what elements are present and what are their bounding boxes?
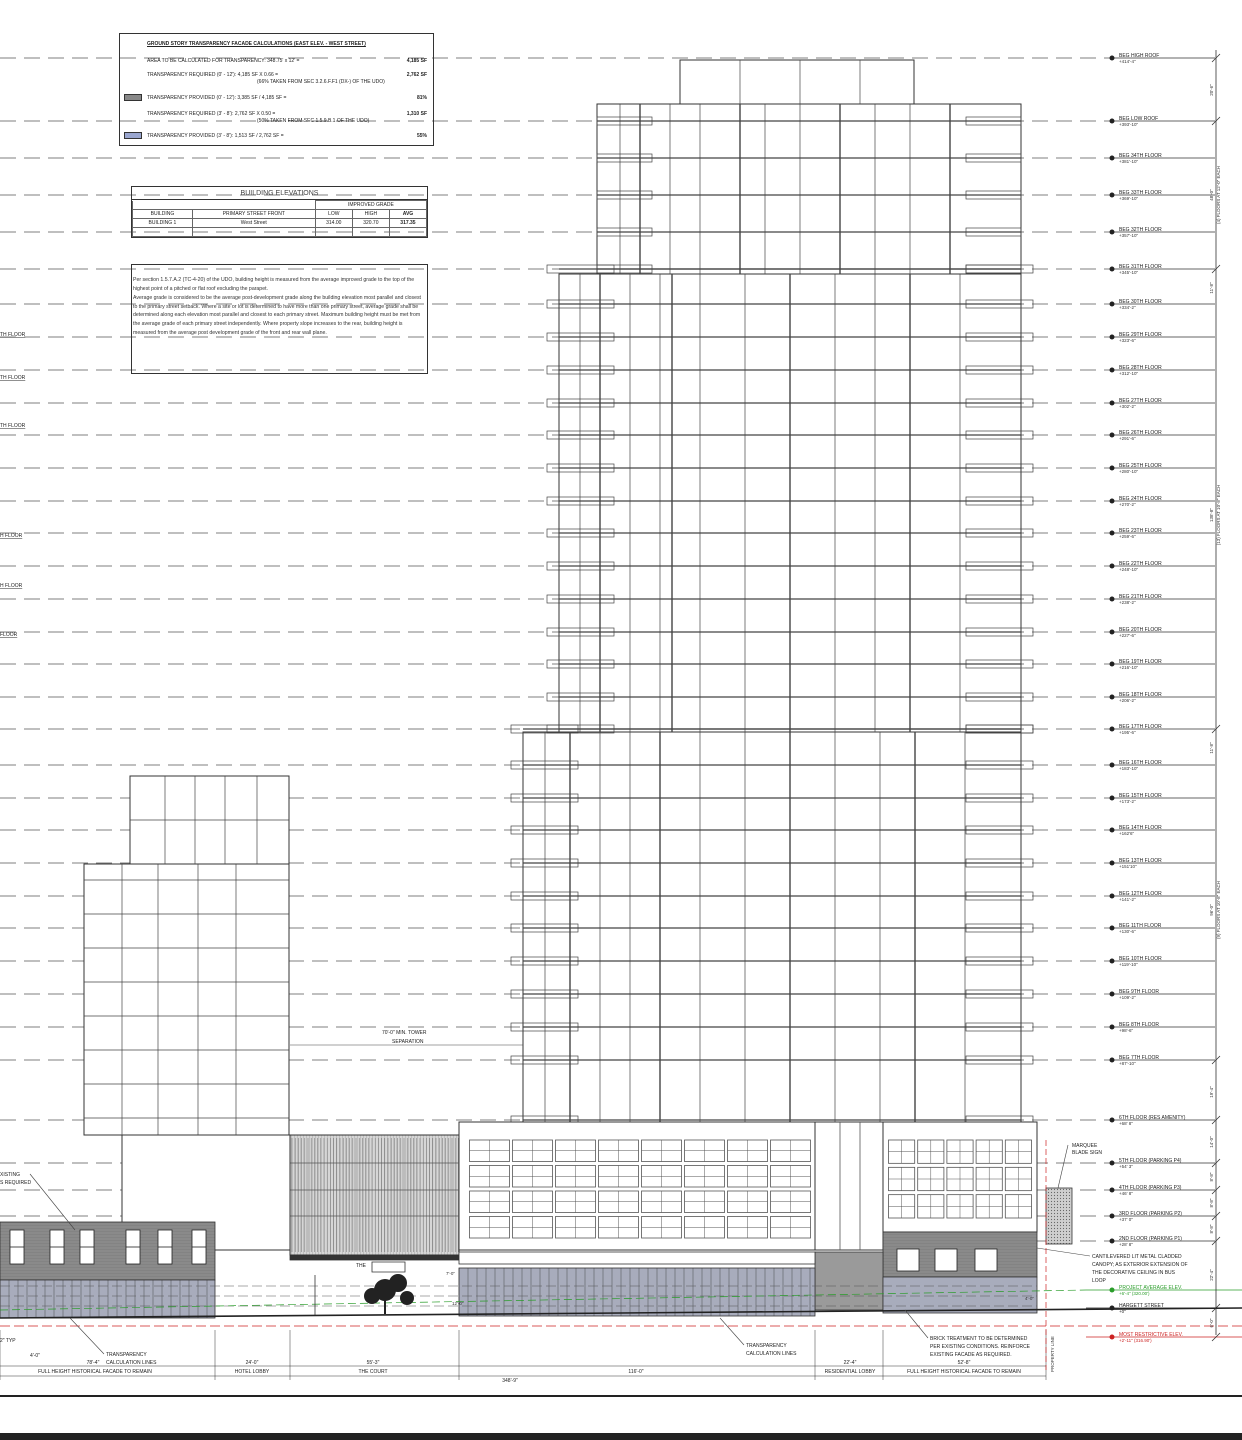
dimension-label: 8'-8" [1209,1172,1214,1182]
tower-crown [680,60,914,104]
level-name: BEG 15TH FLOOR [1119,793,1162,799]
transparency-row [147,133,427,139]
cell: West Street [192,219,315,228]
level-marker-icon [1110,597,1115,602]
transparency-mid-label: TRANSPARENCY [746,1343,787,1349]
level-elevation: +28' 8" [1119,1242,1133,1247]
level-elevation: +206'-2" [1119,698,1136,703]
level-marker-icon [1110,499,1115,504]
bottom-dimension-label: 55'-3" [366,1360,380,1366]
parking-screen [290,1135,459,1255]
col-header: PRIMARY STREET FRONT [192,210,315,219]
level-name: BEG 28TH FLOOR [1119,365,1162,371]
level-name: BEG 8TH FLOOR [1119,1022,1160,1028]
transparency-row-value: 2,762 SF [406,72,427,78]
dimension-label: 19'-4" [1209,1086,1214,1098]
dim-12ft: 12'-0" [452,1301,464,1306]
level-elevation: +87'-10" [1119,1061,1136,1066]
grade-marker-icon [1110,1335,1115,1340]
level-name: BEG 25TH FLOOR [1119,463,1162,469]
level-elevation: +248'-10" [1119,567,1139,572]
level-elevation: +46' 8" [1119,1191,1133,1196]
left-floor-labels [0,332,26,638]
marquee-blade-sign [1046,1188,1072,1244]
level-name: 2ND FLOOR (PARKING P1) [1119,1236,1182,1242]
tower-upper-block [597,104,1021,274]
transparency-row-sub: (50% TAKEN FROM SEC 1.5.9.B.1 OF THE UDO) [257,118,370,124]
grade-marker-icon [1110,1306,1115,1311]
level-elevation: +393'-10" [1119,122,1139,127]
level-marker-icon [1110,1118,1115,1123]
level-elevation: +280'-10" [1119,469,1139,474]
level-elevation: +68' 8" [1119,1121,1133,1126]
bottom-dimensions [0,1330,1046,1384]
dimension-label: 48'-0" [1209,189,1214,201]
dimension-sublabel: (9) FLOORS AT 10'-8" EACH [1216,880,1221,940]
level-elevation: +357'-10" [1119,233,1139,238]
level-markers [1086,53,1242,1343]
dimension-sublabel: (13) FLOORS AT 10'-8" EACH [1216,484,1221,546]
court-tree [364,1274,414,1314]
level-elevation: +173'-2" [1119,799,1136,804]
dimension-label: 11'-8" [1209,742,1214,754]
grade-level-elevation: +6'-4" (320.00') [1119,1291,1150,1296]
level-elevation: +195'-6" [1119,730,1136,735]
level-marker-icon [1110,1214,1115,1219]
transparency-row-label: TRANSPARENCY PROVIDED (0' - 12'): 3,385 SF / 4,185 SF = [147,95,287,101]
transparency-row-value: 55% [416,133,427,139]
canopy-label-2: CANOPY; AS EXTERIOR EXTENSION OF [1092,1262,1188,1268]
level-name: BEG 21TH FLOOR [1119,594,1162,600]
level-name: BEG 23TH FLOOR [1119,528,1162,534]
level-elevation: +238'-2" [1119,600,1136,605]
grade-marker-icon [1110,1288,1115,1293]
transparency-title: GROUND STORY TRANSPARENCY FACADE CALCULATIONS (EAST ELEV. - WEST STREET) [147,41,366,47]
transparency-left-label-2: CALCULATION LINES [106,1360,157,1366]
bottom-dimension-label: FULL HEIGHT HISTORICAL FACADE TO REMAIN [38,1369,152,1375]
dimension-label: 6'-0" [1209,1318,1214,1328]
bottom-dimension-label: RESIDENTIAL LOBBY [824,1369,876,1375]
brick-label-3: EXISTING FACADE AS REQUIRED. [930,1352,1012,1358]
level-marker-icon [1110,401,1115,406]
dimension-label: 22'-4" [1209,1269,1214,1281]
bottom-dimension-label: HOTEL LOBBY [234,1369,270,1375]
level-name: 5TH FLOOR (PARKING P4) [1119,1158,1182,1164]
dimension-label: 8'-8" [1209,1224,1214,1234]
transparency-left-label: TRANSPARENCY [106,1352,147,1358]
marquee-label: MARQUEE [1072,1143,1098,1149]
historic-facade-left [0,1222,215,1280]
col-header: HIGH [352,210,389,219]
udo-note-p1: Per section 1.5.7.A.2 (TC-4-20) of the UDO, building height is measured from the average improved grade to the top of the highest point of a pitched or flat roof excluding the parapet. [133,277,415,292]
dimension-label: 96'-0" [1209,904,1214,916]
level-marker-icon [1110,1058,1115,1063]
transparency-calculations [119,33,434,146]
level-name: BEG 19TH FLOOR [1119,659,1162,665]
transparency-row-label: TRANSPARENCY REQUIRED (3' - 8'): 2,762 SF X 0.50 = [147,111,276,117]
level-name: 4TH FLOOR (PARKING P3) [1119,1185,1182,1191]
level-elevation: +37' 0" [1119,1217,1133,1222]
transparency-row-sub: (66% TAKEN FROM SEC 3.2.6.F.F1 (DX-) OF THE UDO) [257,79,385,85]
level-marker-icon [1110,1025,1115,1030]
level-elevation: +345'-10" [1119,270,1139,275]
level-elevation: +119'-10" [1119,962,1138,967]
level-elevation: +130'-6" [1119,929,1136,934]
cell: BUILDING 1 [133,219,193,228]
level-name: BEG 34TH FLOOR [1119,153,1162,159]
property-line-label: PROPERTY LINE [1050,1336,1055,1372]
level-marker-icon [1110,466,1115,471]
level-name: BEG 14TH FLOOR [1119,825,1162,831]
canopy-label-1: CANTILEVERED LIT METAL CLADDED [1092,1254,1182,1260]
level-elevation: +414'-4" [1119,59,1136,64]
cell: 320.70 [352,219,389,228]
level-marker-icon [1110,630,1115,635]
level-elevation: +259'-6" [1119,534,1136,539]
level-name: BEG 24TH FLOOR [1119,496,1162,502]
level-marker-icon [1110,959,1115,964]
level-name: BEG 18TH FLOOR [1119,692,1162,698]
grade-level-elevation: +0" [1119,1309,1126,1314]
level-marker-icon [1110,267,1115,272]
level-marker-icon [1110,992,1115,997]
level-marker-icon [1110,119,1115,124]
transparency-swatch-gray [124,94,142,101]
left-floor-label: FLOOR [0,632,18,638]
court-sign-label: THE [356,1263,366,1269]
dim-7ft: 7'-0" [446,1271,455,1276]
transparency-mid-label-2: CALCULATION LINES [746,1351,797,1357]
level-marker-icon [1110,1239,1115,1244]
transparency-row-label: TRANSPARENCY PROVIDED (3' - 8'): 1,513 SF / 2,762 SF = [147,133,284,139]
transparency-row [147,72,427,85]
main-tower [523,60,1021,1122]
transparency-row [147,58,427,64]
dimension-label: 20'-6" [1209,84,1214,96]
tower-lower-block [523,732,1021,1122]
transparency-row [147,111,427,124]
level-elevation: +291'-6" [1119,436,1136,441]
transparency-row [147,95,427,101]
cell: 314.00 [315,219,352,228]
level-marker-icon [1110,433,1115,438]
building-elevations-title: BUILDING ELEVATIONS [132,187,427,200]
canopy-label-3: THE DECORATIVE CEILING IN BUS [1092,1270,1175,1276]
level-marker-icon [1110,727,1115,732]
level-name: BEG 31TH FLOOR [1119,264,1162,270]
level-marker-icon [1110,796,1115,801]
transparency-row-value: 1,310 SF [406,111,427,117]
col-header: AVG [389,210,426,219]
dimension-label: 11'-8" [1209,282,1214,294]
level-name: BEG 29TH FLOOR [1119,332,1162,338]
existing-label-2: S REQUIRED [0,1180,32,1186]
level-name: BEG 26TH FLOOR [1119,430,1162,436]
level-name: 3RD FLOOR (PARKING P2) [1119,1211,1182,1217]
level-name: BEG 32TH FLOOR [1119,227,1162,233]
dimension-label: 14'-0" [1209,1136,1214,1148]
col-header: LOW [315,210,352,219]
grade-level-name: PROJECT AVERAGE ELEV. [1119,1285,1183,1291]
level-elevation: +183'-10" [1119,766,1139,771]
left-floor-label: TH FLOOR [0,375,26,381]
level-elevation: +312'-10" [1119,371,1139,376]
dimension-label: 8'-8" [1209,1198,1214,1208]
level-elevation: +151'10" [1119,864,1137,869]
level-marker-icon [1110,531,1115,536]
typ-label: 2" TYP [0,1338,16,1344]
existing-label: XISTING [0,1172,21,1178]
bottom-border [0,1433,1242,1440]
level-name: BEG 12TH FLOOR [1119,891,1162,897]
level-name: BEG 13TH FLOOR [1119,858,1162,864]
level-elevation: +109'-2" [1119,995,1136,1000]
level-marker-icon [1110,861,1115,866]
grade-level-name: MOST RESTRICTIVE ELEV. [1119,1332,1183,1338]
tower-separation-label: 70'-0" MIN. TOWER [382,1030,427,1036]
improved-grade-header: IMPROVED GRADE [315,201,426,210]
level-elevation: +216'-10" [1119,665,1139,670]
level-name: BEG 30TH FLOOR [1119,299,1162,305]
level-elevation: +141'-2" [1119,897,1136,902]
left-floor-label: TH FLOOR [0,332,26,338]
level-name: BEG 9TH FLOOR [1119,989,1160,995]
dim-4ft: 4'-0" [1025,1296,1034,1301]
level-marker-icon [1110,302,1115,307]
transparency-swatch-blue [124,132,142,139]
level-marker-icon [1110,662,1115,667]
col-header: BUILDING [133,210,193,219]
level-marker-icon [1110,230,1115,235]
hotel-building [84,776,290,1250]
bottom-dimension-label: FULL HEIGHT HISTORICAL FACADE TO REMAIN [907,1369,1021,1375]
grade-level-elevation: +2'-11" (316.90') [1119,1338,1152,1343]
level-name: BEG 20TH FLOOR [1119,627,1162,633]
level-elevation: +162'6" [1119,831,1135,836]
level-name: BEG 16TH FLOOR [1119,760,1162,766]
level-elevation: +227'-6" [1119,633,1136,638]
level-name: BEG HIGH ROOF [1119,53,1160,59]
bottom-dimension-label: 348'-9" [502,1378,518,1384]
level-name: BEG 27TH FLOOR [1119,398,1162,404]
udo-height-note [131,264,428,374]
transparency-row-label: TRANSPARENCY REQUIRED (0' - 12'): 4,185 SF X 0.66 = [147,72,279,78]
level-name: 6TH FLOOR (RES AMENITY) [1119,1115,1186,1121]
level-marker-icon [1110,1161,1115,1166]
level-elevation: +54' 3" [1119,1164,1133,1169]
udo-note-p2: Average grade is considered to be the average post-development grade along the building elevation most parallel and closest to the primary street setback. Where a site or lot is determined to have more than one primary street, average grade shall be determined along each elevation most parallel and closest to each primary street. Maximum building height must be met from the average grade of each primary street independently. Where property slope increases to the rear, building height is measured from the average post development grade of the front and rear wall plane. [133,295,421,336]
level-marker-icon [1110,695,1115,700]
level-name: BEG 11TH FLOOR [1119,923,1162,929]
level-marker-icon [1110,1188,1115,1193]
level-name: BEG 17TH FLOOR [1119,724,1162,730]
level-marker-icon [1110,193,1115,198]
level-marker-icon [1110,894,1115,899]
transparency-row-value: 81% [416,95,427,101]
hotel-tower [84,864,289,1135]
marquee-label-2: BLADE SIGN [1072,1150,1103,1156]
transparency-row-value: 4,185 SF [406,58,427,64]
residential-lobby-block [815,1252,883,1310]
level-marker-icon [1110,56,1115,61]
level-name: BEG LOW ROOF [1119,116,1159,122]
dimension-label: 138'-8" [1209,508,1214,522]
level-name: BEG 22TH FLOOR [1119,561,1162,567]
bottom-dimension-label: 116'-0" [628,1369,644,1375]
level-marker-icon [1110,763,1115,768]
transparency-row-label: AREA TO BE CALCULATED FOR TRANSPARENCY: 348.75' x 12' = [147,58,300,64]
level-marker-icon [1110,368,1115,373]
level-marker-icon [1110,335,1115,340]
level-elevation: +270'-2" [1119,502,1136,507]
bottom-dimension-label: THE COURT [358,1369,388,1375]
tower-separation-label-2: SEPARATION [392,1039,424,1045]
brick-label-2: PER EXISTING CONDITIONS. REINFORCE [930,1344,1031,1350]
left-floor-label: H FLOOR [0,583,23,589]
podium-center [815,1122,883,1250]
bottom-dimension-label: 24'-0" [245,1360,259,1366]
level-elevation: +323'-6" [1119,338,1136,343]
canopy-label-4: LOOP [1092,1278,1106,1284]
level-marker-icon [1110,828,1115,833]
brick-label-1: BRICK TREATMENT TO BE DETERMINED [930,1336,1028,1342]
level-name: BEG 10TH FLOOR [1119,956,1162,962]
level-elevation: +98'-6" [1119,1028,1134,1033]
level-marker-icon [1110,156,1115,161]
bottom-dimension-label: 52'-8" [957,1360,971,1366]
grade-level-name: HARGETT STREET [1119,1303,1164,1309]
bottom-dimension-label: 22'-4" [843,1360,857,1366]
level-name: BEG 7TH FLOOR [1119,1055,1160,1061]
bottom-dimension-label: 78'-4" [86,1360,100,1366]
left-floor-label: H FLOOR [0,533,23,539]
left-floor-label: TH FLOOR [0,423,26,429]
level-elevation: +381'-10" [1119,159,1139,164]
level-elevation: +302'-2" [1119,404,1136,409]
level-marker-icon [1110,926,1115,931]
level-name: BEG 33TH FLOOR [1119,190,1162,196]
bottom-dimension-label: 4'-0" [30,1353,40,1359]
level-elevation: +334'-2" [1119,305,1136,310]
dimension-string [1209,50,1221,1341]
level-marker-icon [1110,564,1115,569]
dimension-sublabel: (4) FLOORS AT 12'-0" EACH [1216,165,1221,225]
cell: 317.35 [389,219,426,228]
level-elevation: +369'-10" [1119,196,1139,201]
building-elevations-table [131,186,428,238]
